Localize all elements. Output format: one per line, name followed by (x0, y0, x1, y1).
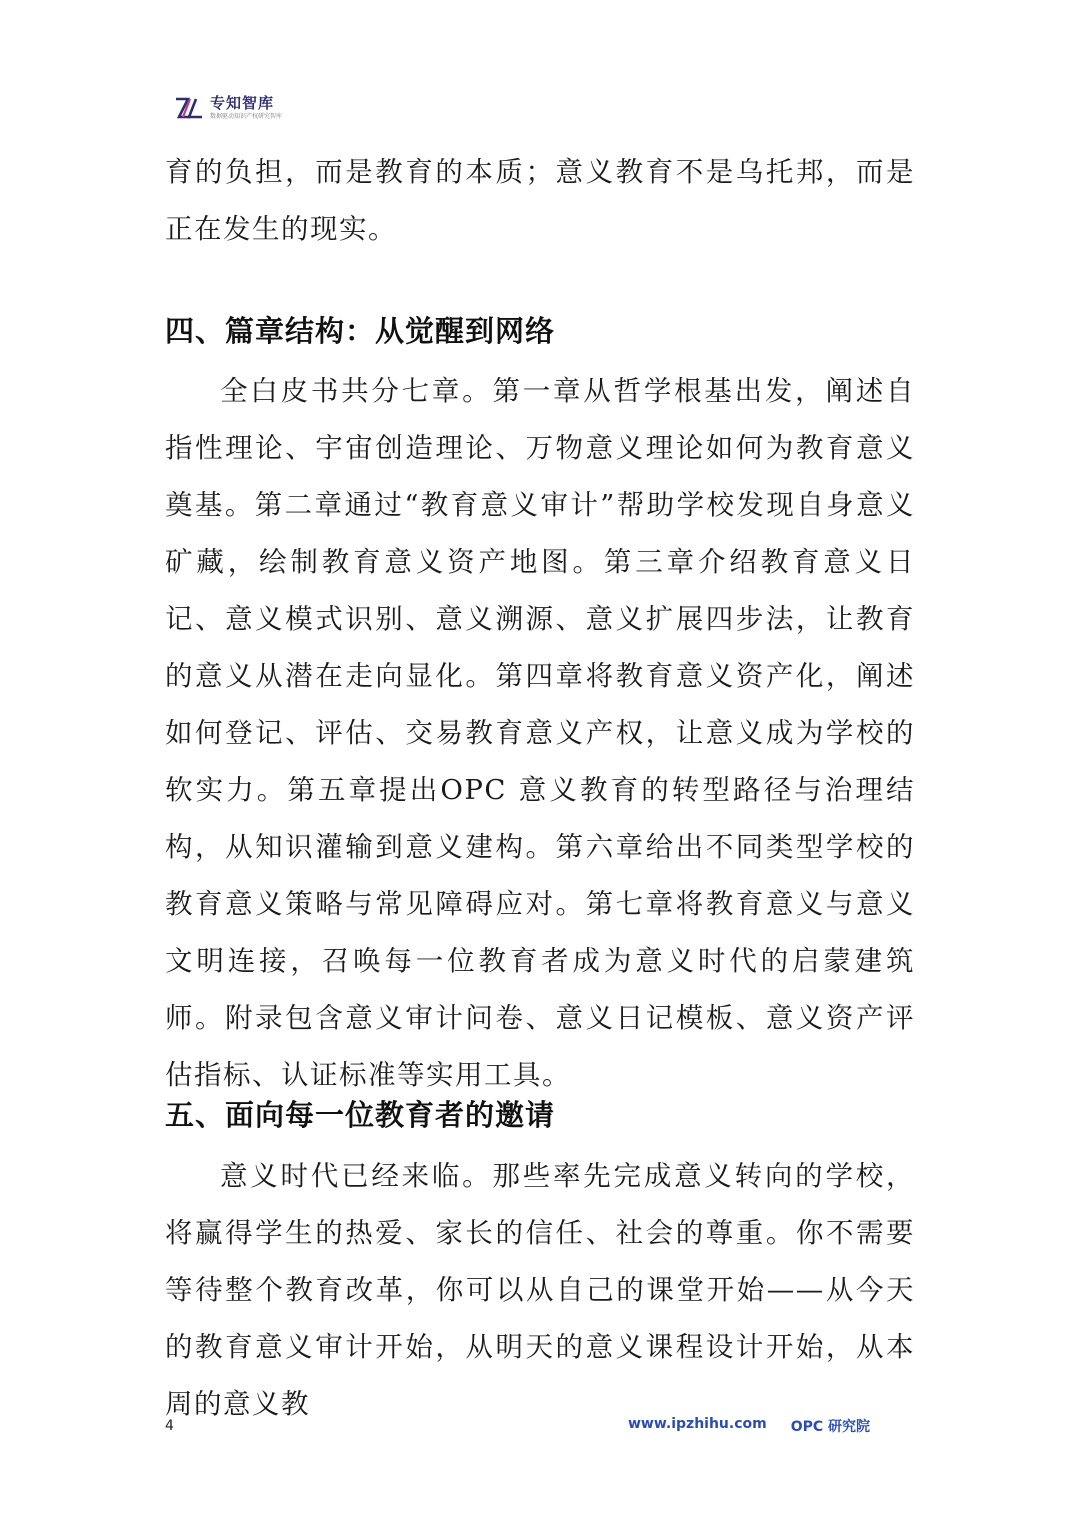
paragraph-invitation: 意义时代已经来临。那些率先完成意义转向的学校，将赢得学生的热爱、家长的信任、社会的尊重。你不需要等待整个教育改革，你可以从自己的课堂开始——从今天的教育意义审计开始，从明天的意义课程设计开始，从本周的意义教 (165, 1160, 915, 1420)
page-number: 4 (165, 1418, 174, 1434)
header-logo (174, 96, 282, 120)
section-heading-5: 五、面向每一位教育者的邀请 (165, 1098, 556, 1132)
logo-subtitle: 数据驱动知识产权研究智库 (210, 113, 283, 120)
footer-links (628, 1416, 870, 1436)
zhuanzhi-logo-icon (174, 96, 204, 120)
institute-name: OPC 研究院 (790, 1419, 871, 1435)
website-link[interactable]: www.ipzhihu.com (628, 1416, 767, 1432)
section-heading-4: 四、篇章结构：从觉醒到网络 (165, 314, 556, 348)
paragraph-continuation: 育的负担，而是教育的本质；意义教育不是乌托邦，而是正在发生的现实。 (165, 156, 915, 245)
paragraph-chapter-structure: 全白皮书共分七章。第一章从哲学根基出发，阐述自指性理论、宇宙创造理论、万物意义理论如何为教育意义奠基。第二章通过“教育意义审计”帮助学校发现自身意义矿藏，绘制教育意义资产地图。第三章介绍教育意义日记、意义模式识别、意义溯源、意义扩展四步法，让教育的意义从潜在走向显化。第四章将教育意义资产化，阐述如何登记、评估、交易教育意义产权，让意义成为学校的软实力。第五章提出OPC 意义教育的转型路径与治理结构，从知识灌输到意义建构。第六章给出不同类型学校的教育意义策略与常见障碍应对。第七章将教育意义与意义文明连接，召唤每一位教育者成为意义时代的启蒙建筑师。附录包含意义审计问卷、意义日记模板、意义资产评估指标、认证标准等实用工具。 (165, 375, 915, 1091)
logo-name: 专知智库 (210, 94, 275, 112)
